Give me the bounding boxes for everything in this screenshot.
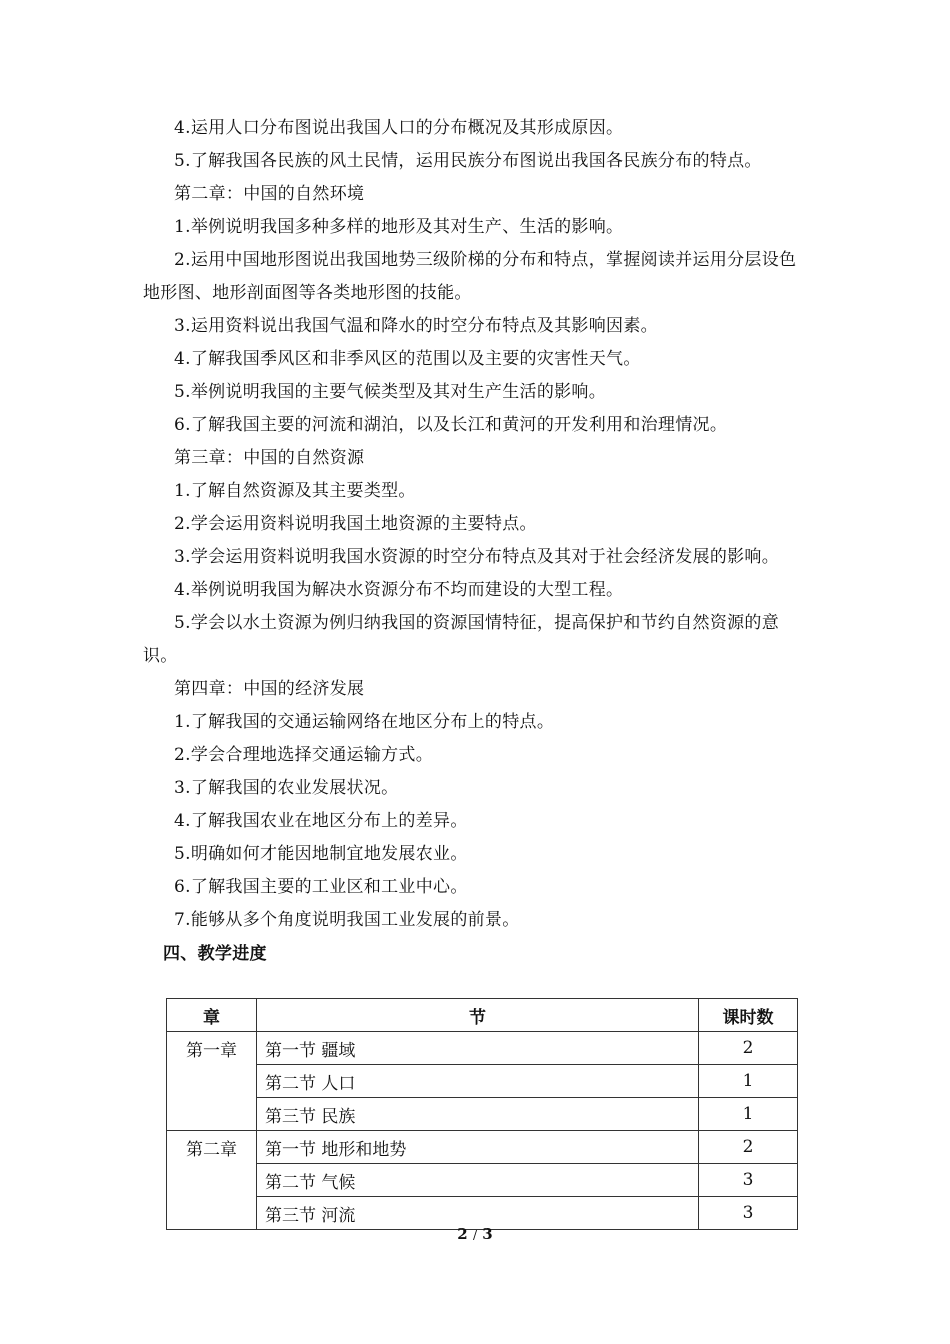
page-total: 3	[482, 1225, 493, 1243]
paragraph: 1.了解我国的交通运输网络在地区分布上的特点。	[174, 712, 555, 732]
section-cell: 第一节 地形和地势	[257, 1131, 699, 1164]
section-cell: 第一节 疆域	[257, 1032, 699, 1065]
paragraph: 2.学会运用资料说明我国土地资源的主要特点。	[174, 514, 537, 534]
chapter-cell: 第一章	[167, 1032, 257, 1131]
paragraph: 7.能够从多个角度说明我国工业发展的前景。	[174, 910, 520, 930]
table-row	[167, 1131, 798, 1164]
chapter-heading: 第三章：中国的自然资源	[174, 448, 365, 468]
paragraph: 5.了解我国各民族的风土民情，运用民族分布图说出我国各民族分布的特点。	[174, 151, 762, 171]
paragraph: 3.运用资料说出我国气温和降水的时空分布特点及其影响因素。	[174, 316, 658, 336]
paragraph: 4.了解我国农业在地区分布上的差异。	[174, 811, 468, 831]
page-current: 2	[457, 1225, 468, 1243]
paragraph: 5.学会以水土资源为例归纳我国的资源国情特征，提高保护和节约自然资源的意识。	[143, 613, 780, 666]
paragraph: 4.运用人口分布图说出我国人口的分布概况及其形成原因。	[174, 118, 624, 138]
section-cell: 第三节 河流	[257, 1197, 699, 1230]
hours-cell: 1	[699, 1065, 798, 1098]
chapter-heading: 第四章：中国的经济发展	[174, 679, 365, 699]
page-number	[0, 1225, 950, 1243]
section-cell: 第三节 民族	[257, 1098, 699, 1131]
page-separator: /	[472, 1228, 478, 1242]
table-row	[167, 1065, 798, 1098]
hours-cell: 2	[699, 1032, 798, 1065]
paragraph: 6.了解我国主要的工业区和工业中心。	[174, 877, 468, 897]
paragraph: 5.举例说明我国的主要气候类型及其对生产生活的影响。	[174, 382, 607, 402]
paragraph: 2.运用中国地形图说出我国地势三级阶梯的分布和特点，掌握阅读并运用分层设色地形图、地形剖面图等各类地形图的技能。	[143, 250, 797, 303]
paragraph: 3.了解我国的农业发展状况。	[174, 778, 399, 798]
header-section: 节	[257, 999, 699, 1032]
hours-cell: 3	[699, 1164, 798, 1197]
hours-cell: 1	[699, 1098, 798, 1131]
header-hours: 课时数	[699, 999, 798, 1032]
paragraph: 2.学会合理地选择交通运输方式。	[174, 745, 434, 765]
paragraph: 5.明确如何才能因地制宜地发展农业。	[174, 844, 468, 864]
schedule-table	[166, 998, 798, 1230]
chapter-heading: 第二章：中国的自然环境	[174, 184, 365, 204]
section-cell: 第二节 气候	[257, 1164, 699, 1197]
paragraph: 6.了解我国主要的河流和湖泊，以及长江和黄河的开发利用和治理情况。	[174, 415, 728, 435]
table-row	[167, 1098, 798, 1131]
document-body	[143, 112, 813, 971]
paragraph: 4.举例说明我国为解决水资源分布不均而建设的大型工程。	[174, 580, 624, 600]
table-row	[167, 1032, 798, 1065]
hours-cell: 3	[699, 1197, 798, 1230]
section-cell: 第二节 人口	[257, 1065, 699, 1098]
hours-cell: 2	[699, 1131, 798, 1164]
paragraph: 3.学会运用资料说明我国水资源的时空分布特点及其对于社会经济发展的影响。	[174, 547, 780, 567]
paragraph: 1.了解自然资源及其主要类型。	[174, 481, 416, 501]
section-title: 四、教学进度	[163, 944, 267, 964]
header-chapter: 章	[167, 999, 257, 1032]
table-header-row	[167, 999, 798, 1032]
paragraph: 1.举例说明我国多种多样的地形及其对生产、生活的影响。	[174, 217, 624, 237]
chapter-cell: 第二章	[167, 1131, 257, 1230]
paragraph: 4.了解我国季风区和非季风区的范围以及主要的灾害性天气。	[174, 349, 641, 369]
table-row	[167, 1164, 798, 1197]
